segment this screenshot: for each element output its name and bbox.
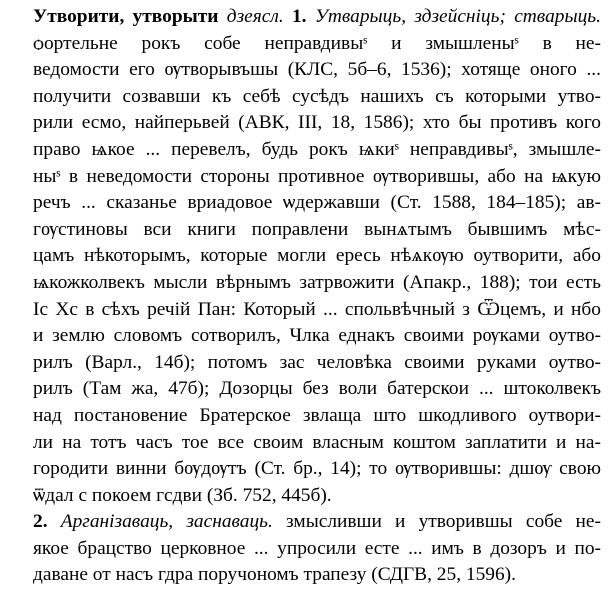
text-line: над постановение Братерское звлаща што шкодливого оутвори-: [33, 404, 601, 426]
text-line: ведомости его ѹтворывъшы (КЛС, 5б–6, 1536); хотяще оного ...: [33, 59, 601, 81]
text-line: право ѩкое ... перевелъ, будь рокъ ѩкиˢ неправдивыˢ, змышле-: [33, 138, 601, 160]
text-line: речъ ... сказанье вриадовое ѡдержавши (Ст. 1588, 184–185); ав-: [33, 192, 601, 214]
text-line: гѹстиновы вси книги поправлени вынѧтымъ бывшимъ мѣс-: [33, 218, 601, 240]
text-line: получити созвавши къ себѣ сусѣдъ нашихъ съ которыми утво-: [33, 85, 601, 107]
text-fragment: змысливши и утворившы собе не-: [286, 511, 601, 533]
text-line: городити винни бѹдѹтъ (Ст. бр., 14); то ѹтворившы: дшѹ свою: [33, 458, 601, 480]
text-line: рилъ (Там жа, 47б); Дозорцы без воли батерскои ... штоколвекъ: [33, 378, 601, 400]
text-line: ли на тотъ часъ тое все своим власным коштом заплатити и на-: [33, 431, 601, 453]
sense-number: 1.: [291, 6, 307, 27]
text-line: ныˢ в неведомости стороны противное ѹтворившы, або на ѩкую: [33, 165, 601, 187]
text-line: ѿдал с покоем гсдви (Зб. 752, 445б).: [33, 484, 332, 506]
text-line: и землю словомъ сотворилъ, Члка еднакъ своими рѹками оутво-: [33, 325, 601, 347]
text-line: якое брацство церковное ... упросили есте ... имъ в дозоръ и по-: [33, 537, 601, 559]
text-line: ѩкожколвекъ мысли вѣрнымъ затрвожити (Апакр., 188); тои есть: [33, 271, 601, 293]
part-of-speech: дзеясл.: [226, 6, 284, 27]
entry-sense-2: [13, 509, 601, 589]
entry-line-1: [13, 4, 601, 31]
text-line: цамъ нѣкоторымъ, которые могли ересь нѣѧкѹю оутворити, або: [33, 245, 601, 267]
sense-number-2: 2.: [33, 511, 48, 533]
headword: Утворити, утворыти: [33, 6, 219, 27]
entry-sense-1: [13, 4, 601, 509]
text-line: рили есмо, найперьвей (АВК, III, 18, 1586); хто бы противъ кого: [33, 112, 601, 134]
text-line: Іс Хс в сѣхъ речій Пан: Который ... спольвѣчный з Ѿцемъ, и нбо: [33, 298, 601, 320]
text-line: ѻортельне рокъ собе неправдивыˢ и змышленыˢ в не-: [33, 32, 601, 54]
sense-definition: Утварыць, здзейсніць; стварыць.: [314, 6, 601, 27]
entry-line-sense-2: [13, 509, 601, 536]
text-line: даване от насъ гдра поручономъ трапезу (СДГВ, 25, 1596).: [33, 564, 516, 586]
text-line: рилъ (Варл., 14б); потомъ зас человѣка своими руками оутво-: [33, 351, 601, 373]
sense-definition-2: Арганізаваць, заснаваць.: [60, 511, 273, 533]
